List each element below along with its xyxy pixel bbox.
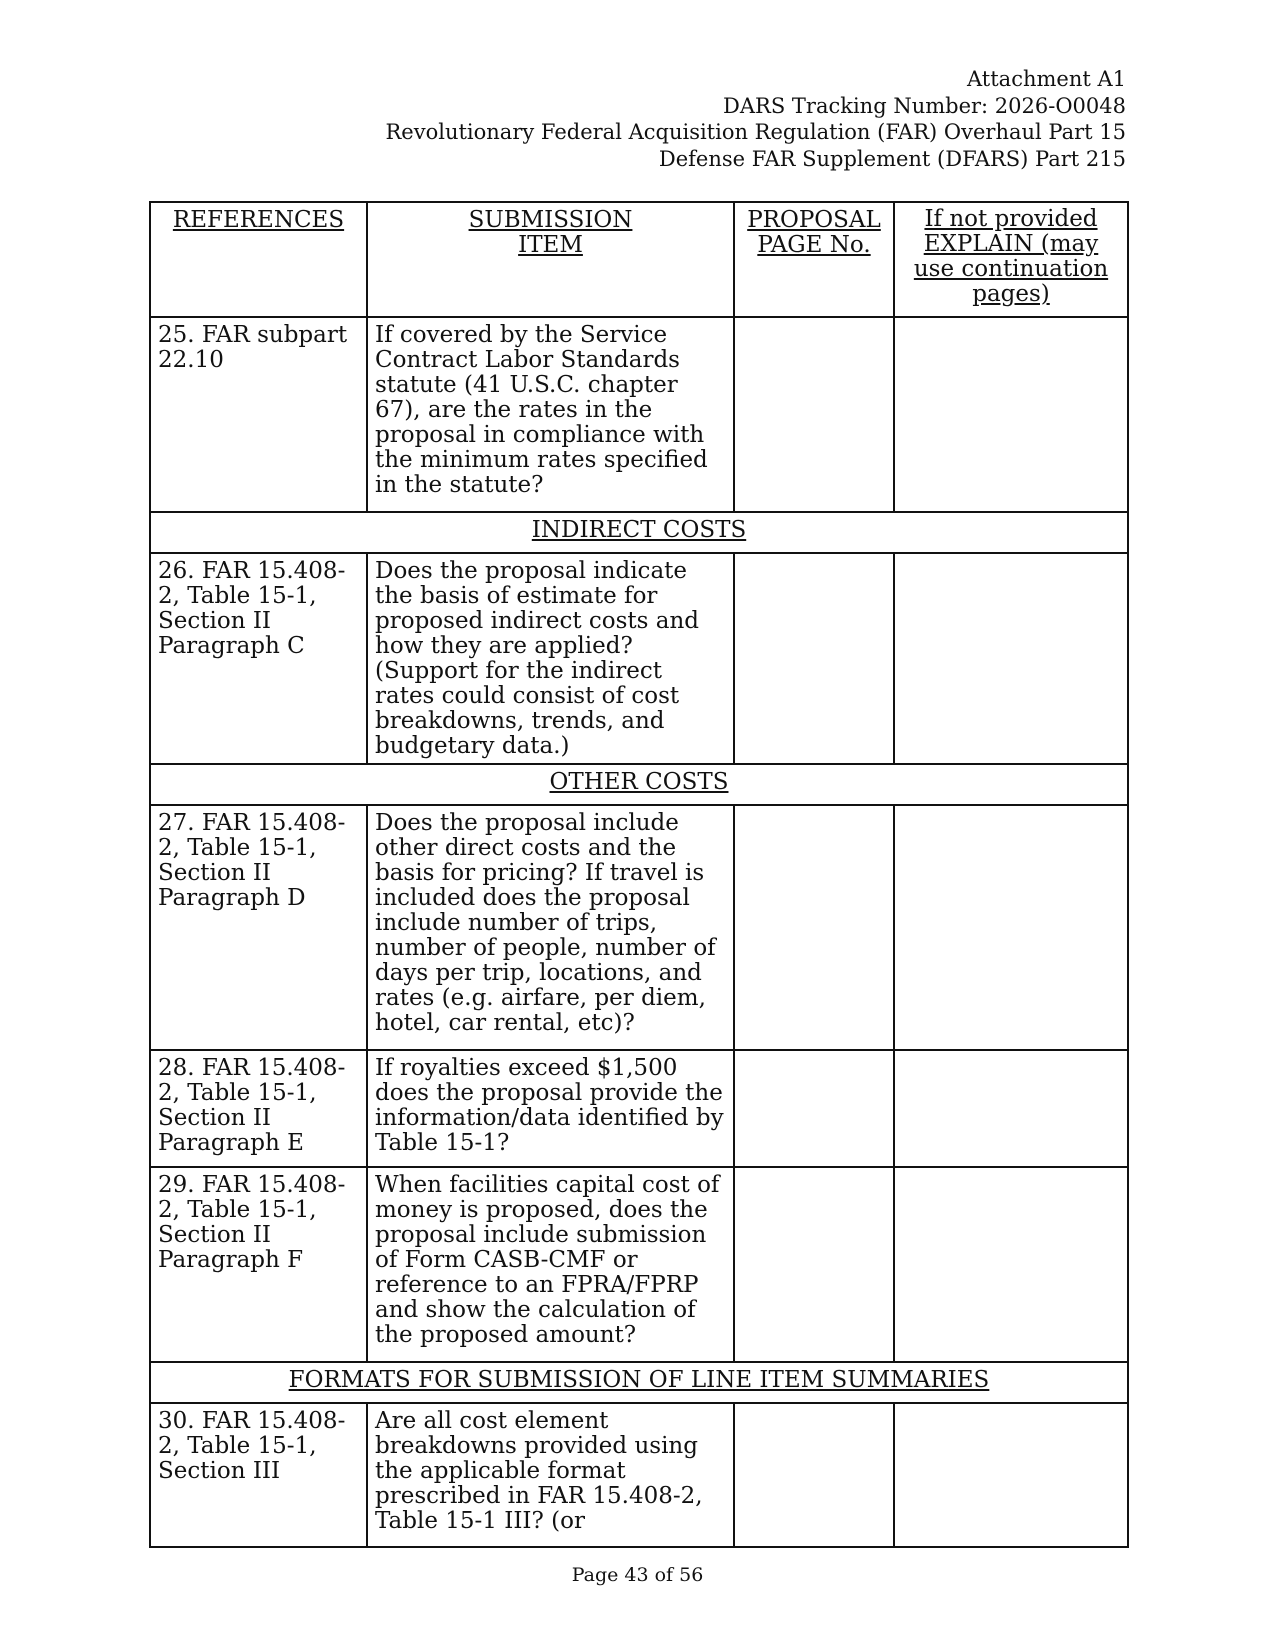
page-number: Page 43 of 56 [571, 1564, 704, 1586]
table-row [150, 1167, 1128, 1362]
explain-cell[interactable] [894, 805, 1128, 1050]
reference-cell: 27. FAR 15.408-2, Table 15-1, Section II Paragraph D [150, 805, 367, 1050]
section-heading: OTHER COSTS [150, 764, 1128, 805]
section-row-formats [150, 1362, 1128, 1403]
tracking-number: DARS Tracking Number: 2026-O0048 [723, 93, 1126, 118]
table-row [150, 317, 1128, 512]
reference-cell: 30. FAR 15.408-2, Table 15-1, Section III [150, 1403, 367, 1547]
submission-checklist-table [149, 201, 1129, 1548]
proposal-page-cell[interactable] [734, 1050, 894, 1167]
document-subtitle: Defense FAR Supplement (DFARS) Part 215 [658, 146, 1126, 171]
reference-cell: 25. FAR subpart 22.10 [150, 317, 367, 512]
submission-item-cell: If royalties exceed $1,500 does the proposal provide the information/data identified by Table 15-1? [367, 1050, 734, 1167]
section-heading: INDIRECT COSTS [150, 512, 1128, 553]
section-row-indirect-costs [150, 512, 1128, 553]
explain-cell[interactable] [894, 317, 1128, 512]
table-row [150, 553, 1128, 764]
proposal-page-cell[interactable] [734, 805, 894, 1050]
explain-cell[interactable] [894, 1167, 1128, 1362]
submission-item-cell: Does the proposal include other direct costs and the basis for pricing? If travel is included does the proposal include number of trips, number of people, number of days per trip, locations, and rates (e.g. airfare, per diem, hotel, car rental, etc)? [367, 805, 734, 1050]
table-row [150, 1050, 1128, 1167]
proposal-page-cell[interactable] [734, 317, 894, 512]
reference-cell: 26. FAR 15.408-2, Table 15-1, Section II Paragraph C [150, 553, 367, 764]
submission-item-cell: If covered by the Service Contract Labor Standards statute (41 U.S.C. chapter 67), are the rates in the proposal in compliance with the minimum rates specified in the statute? [367, 317, 734, 512]
table-row [150, 805, 1128, 1050]
column-header-submission-item: SUBMISSION ITEM [367, 202, 734, 317]
section-row-other-costs [150, 764, 1128, 805]
explain-cell[interactable] [894, 553, 1128, 764]
attachment-label: Attachment A1 [967, 67, 1126, 91]
document-title: Revolutionary Federal Acquisition Regulation (FAR) Overhaul Part 15 [385, 120, 1126, 144]
explain-cell[interactable] [894, 1403, 1128, 1547]
proposal-page-cell[interactable] [734, 1167, 894, 1362]
reference-cell: 29. FAR 15.408-2, Table 15-1, Section II Paragraph F [150, 1167, 367, 1362]
submission-item-cell: Are all cost element breakdowns provided using the applicable format prescribed in FAR 15.408-2, Table 15-1 III? (or [367, 1403, 734, 1547]
proposal-page-cell[interactable] [734, 553, 894, 764]
reference-cell: 28. FAR 15.408-2, Table 15-1, Section II Paragraph E [150, 1050, 367, 1167]
section-heading: FORMATS FOR SUBMISSION OF LINE ITEM SUMMARIES [150, 1362, 1128, 1403]
column-header-references: REFERENCES [150, 202, 367, 317]
submission-item-cell: When facilities capital cost of money is proposed, does the proposal include submission of Form CASB-CMF or reference to an FPRA/FPRP and show the calculation of the proposed amount? [367, 1167, 734, 1362]
column-header-proposal-page: PROPOSAL PAGE No. [734, 202, 894, 317]
explain-cell[interactable] [894, 1050, 1128, 1167]
table-header-row [150, 202, 1128, 317]
column-header-explain: If not provided EXPLAIN (may use continuation pages) [894, 202, 1128, 317]
submission-item-cell: Does the proposal indicate the basis of estimate for proposed indirect costs and how they are applied? (Support for the indirect rates could consist of cost breakdowns, trends, and budgetary data.) [367, 553, 734, 764]
table-row [150, 1403, 1128, 1547]
proposal-page-cell[interactable] [734, 1403, 894, 1547]
document-header [386, 66, 1127, 172]
